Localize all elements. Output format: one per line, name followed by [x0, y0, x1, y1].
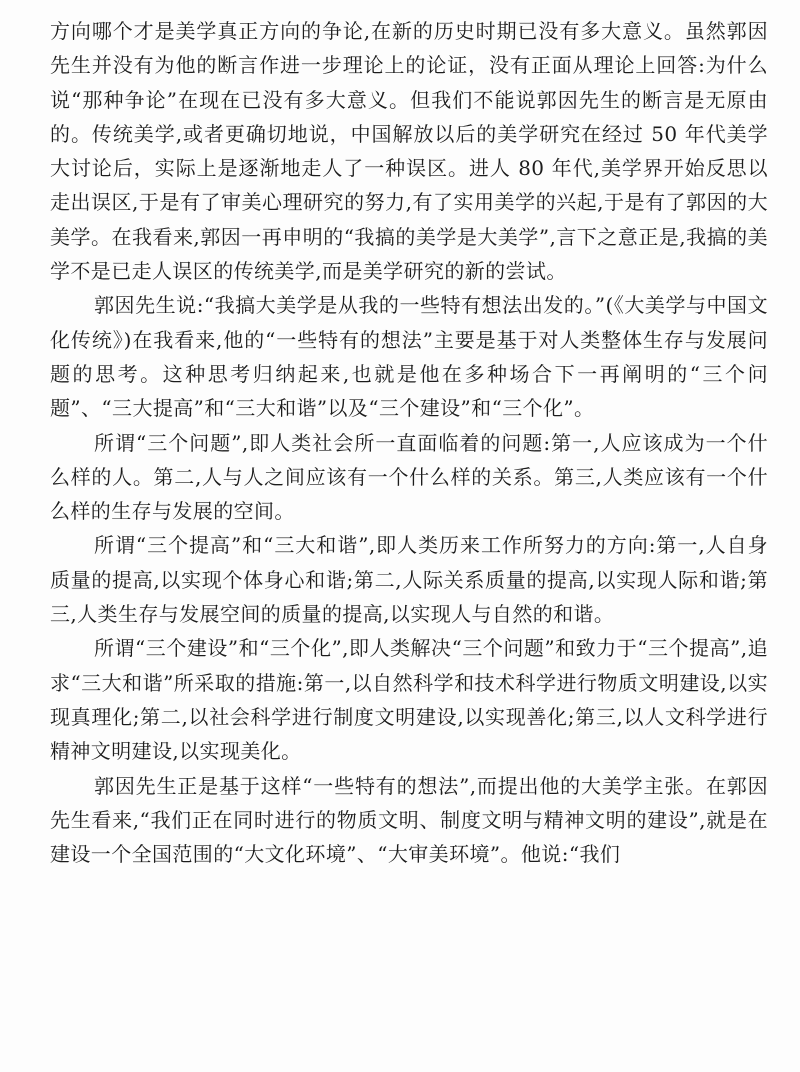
paragraph-3: 所谓“三个问题”,即人类社会所一直面临着的问题:第一,人应该成为一个什么样的人。第二,人与人之间应该有一个什么样的关系。第三,人类应该有一个什么样的生存与发展的空间。	[50, 430, 768, 524]
paragraph-5: 所谓“三个建设”和“三个化”,即人类解决“三个问题”和致力于“三个提高”,追求“三大和谐”所采取的措施:第一,以自然科学和技术科学进行物质文明建设,以实现真理化;第二,以社会科学进行制度文明建设,以实现善化;第三,以人文科学进行精神文明建设,以实现美化。	[50, 636, 768, 764]
paragraph-1: 方向哪个才是美学真正方向的争论,在新的历史时期已没有多大意义。虽然郭因先生并没有为他的断言作进一步理论上的论证，没有正面从理论上回答:为什么说“那种争论”在现在已没有多大意义。但我们不能说郭因先生的断言是无原由的。传统美学,或者更确切地说，中国解放以后的美学研究在经过 50 年代美学大讨论后，实际上是逐渐地走人了一种误区。进人 80 年代,美学界开始反思以走出误区,于是有了审美心理研究的努力,有了实用美学的兴起,于是有了郭因的大美学。在我看来,郭因一再申明的“我搞的美学是大美学”,言下之意正是,我搞的美学不是已走人误区的传统美学,而是美学研究的新的尝试。	[50, 19, 768, 284]
paragraph-2: 郭因先生说:“我搞大美学是从我的一些特有想法出发的。”(《大美学与中国文化传统》)在我看来,他的“一些特有的想法”主要是基于对人类整体生存与发展问题的思考。这种思考归纳起来,也就是他在多种场合下一再阐明的“三个问题”、“三大提高”和“三大和谐”以及“三个建设”和“三个化”。	[50, 293, 768, 421]
paragraph-4: 所谓“三个提高”和“三大和谐”,即人类历来工作所努力的方向:第一,人自身质量的提高,以实现个体身心和谐;第二,人际关系质量的提高,以实现人际和谐;第三,人类生存与发展空间的质量的提高,以实现人与自然的和谐。	[50, 533, 768, 627]
document-body	[50, 14, 768, 871]
paragraph-6: 郭因先生正是基于这样“一些特有的想法”,而提出他的大美学主张。在郭因先生看来,“我们正在同时进行的物质文明、制度文明与精神文明的建设”,就是在建设一个全国范围的“大文化环境”、“大审美环境”。他说:“我们	[50, 773, 768, 867]
